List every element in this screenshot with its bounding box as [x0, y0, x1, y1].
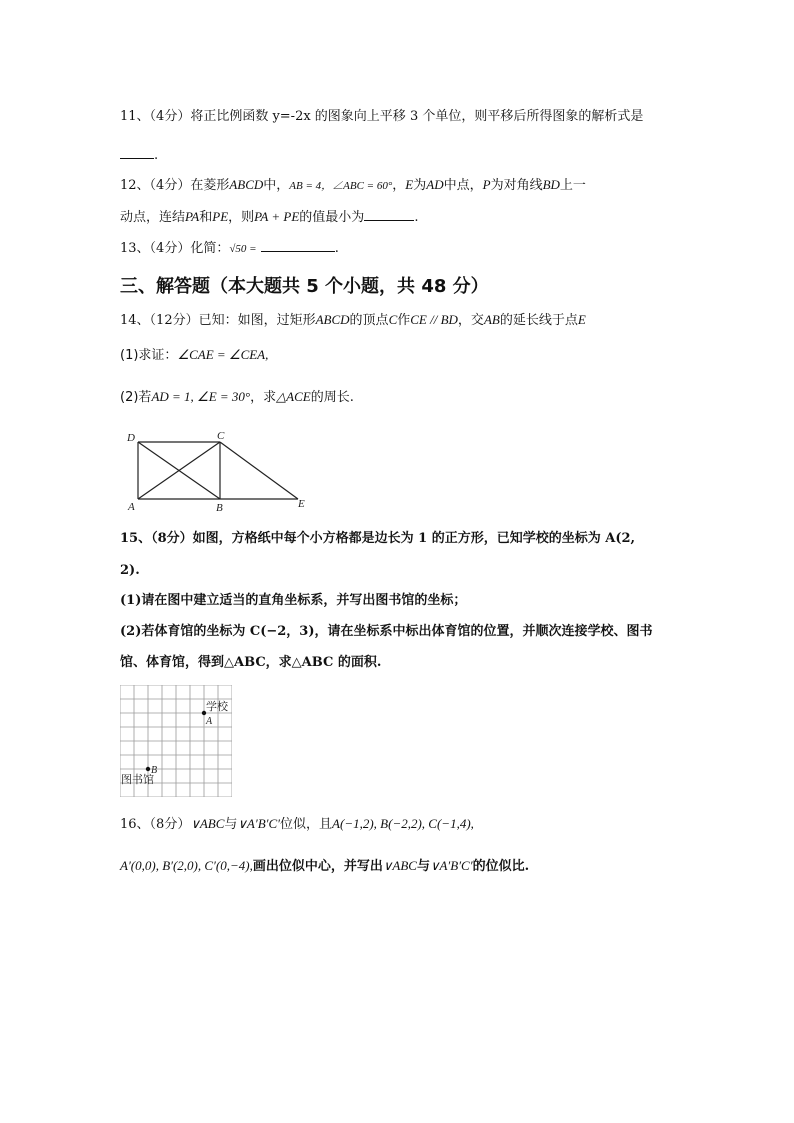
q13-line: [120, 238, 339, 258]
q14-segment-ce: [220, 442, 298, 499]
q16-prefix: 16、（8分）: [120, 817, 191, 832]
q12-mid3: 为: [413, 178, 427, 193]
q15-label-school: 学校: [206, 701, 228, 713]
q11-end: .: [154, 148, 159, 163]
q11-line1: [120, 108, 643, 126]
q14-line1: [120, 311, 586, 330]
q13-answer-blank[interactable]: [261, 238, 335, 252]
q12-line2-c: ，则: [228, 210, 255, 225]
q14-label-e: E: [298, 498, 305, 510]
q12-line1: [120, 176, 586, 195]
q14-cebd: CE // BD: [410, 312, 458, 327]
q14-label-c: C: [217, 430, 225, 442]
q12-line2-d: 的值最小为: [299, 210, 365, 225]
q16-tri2: ∨A′B′C′: [237, 816, 281, 831]
q16-end: 的位似比.: [472, 859, 530, 874]
q11-text: 11、（4分）将正比例函数 y=-2x 的图象向上平移 3 个单位，则平移后所得图象的解析式是: [120, 109, 644, 124]
q14-part1: [120, 346, 268, 365]
q14-part2: [120, 388, 354, 407]
q15-line1: [120, 530, 635, 548]
q15-text2: 2).: [120, 563, 140, 578]
q12-mid1: 中，: [263, 178, 290, 193]
q14-figure: [122, 428, 322, 514]
q12-end: .: [414, 210, 419, 225]
q12-mid4: 中点，: [443, 178, 483, 193]
q12-line2: [120, 207, 418, 227]
q14-prefix: 14、（12分）已知：如图，过矩形: [120, 313, 316, 328]
q15-part2-line2: [120, 654, 381, 672]
q14-mid3: ，交: [457, 313, 484, 328]
q14-mid1: 的顶点: [349, 313, 389, 328]
q15-grid-figure: [120, 685, 232, 797]
q16-mid2: 位似，且: [280, 817, 333, 832]
q14-label-b: B: [216, 502, 223, 514]
q14-ab: AB: [483, 312, 500, 327]
q16-line1: [120, 815, 474, 834]
q16-mid1: 与: [224, 817, 238, 832]
q15-part2-text1: (2)若体育馆的坐标为 C(−2，3)，请在坐标系中标出体育馆的位置，并顺次连接学校、图书: [120, 624, 653, 639]
q14-label-a: A: [128, 501, 135, 513]
q12-pa: PA: [185, 209, 200, 224]
q15-line2: [120, 562, 140, 580]
q14-abcd: ABCD: [315, 312, 350, 327]
q13-expr: √50 =: [229, 243, 257, 255]
q16-tri3: ∨ABC: [382, 858, 417, 873]
q13-end: .: [334, 241, 339, 256]
q12-sum: PA + PE: [254, 209, 300, 224]
q14-part1-expr: ∠CAE = ∠CEA,: [177, 347, 269, 362]
q12-answer-blank[interactable]: [364, 207, 414, 221]
q16-mid3: 与: [416, 859, 430, 874]
q16-line2-text: 画出位似中心，并写出: [252, 859, 383, 874]
q14-part1-num: (1): [120, 348, 139, 363]
q15-part1-text: (1)请在图中建立适当的直角坐标系，并写出图书馆的坐标；: [120, 593, 467, 608]
q14-part1-text: 求证：: [138, 348, 178, 363]
q15-point-library: [146, 767, 150, 771]
q15-label-b: B: [151, 765, 158, 776]
q15-text1: 15、（8分）如图，方格纸中每个小方格都是边长为 1 的正方形，已知学校的坐标为 A(2,: [120, 531, 636, 546]
q16-tri4: ∨A′B′C′: [429, 858, 473, 873]
q15-part1: [120, 592, 466, 610]
q14-part2-text: 若: [138, 390, 152, 405]
q12-mid6: 上一: [559, 178, 586, 193]
q12-pe: PE: [212, 209, 229, 224]
q14-label-d: D: [127, 432, 135, 444]
q14-mid2: 作: [397, 313, 411, 328]
q16-coords1: A(−1,2), B(−2,2), C(−1,4),: [332, 816, 474, 831]
q15-label-library: 图书馆: [121, 774, 154, 786]
q11-line2: [120, 145, 158, 165]
q12-mid5: 为对角线: [490, 178, 543, 193]
q12-given: AB = 4，∠ABC = 60°: [289, 180, 393, 192]
q14-part2-num: (2): [120, 390, 139, 405]
q16-tri1: ∨ABC: [190, 816, 225, 831]
q15-part2-text2: 馆、体育馆，得到△ABC，求△ABC 的面积.: [120, 655, 382, 670]
q12-mid2: ，: [392, 178, 406, 193]
q11-answer-blank[interactable]: [120, 145, 154, 159]
q15-part2-line1: [120, 623, 653, 641]
q12-e: E: [405, 177, 414, 192]
q15-label-a: A: [206, 716, 213, 727]
q14-part2-expr: AD = 1, ∠E = 30°: [151, 389, 251, 404]
q14-c: C: [388, 312, 398, 327]
q14-part2-end: 的周长.: [310, 390, 354, 405]
q14-part2-mid: ，求: [250, 390, 277, 405]
section-3-title: 三、解答题（本大题共 5 个小题，共 48 分）: [120, 276, 489, 297]
q12-ad: AD: [426, 177, 444, 192]
q16-coords2: A′(0,0), B′(2,0), C′(0,−4),: [120, 858, 253, 873]
q12-abcd: ABCD: [229, 177, 264, 192]
q12-bd: BD: [542, 177, 560, 192]
q14-mid4: 的延长线于点: [499, 313, 578, 328]
q13-prefix: 13、（4分）化简：: [120, 241, 230, 256]
q14-e: E: [577, 312, 586, 327]
q12-line2-b: 和: [199, 210, 213, 225]
q16-line2: [120, 857, 529, 876]
q14-part2-tri: △ACE: [276, 389, 311, 404]
q12-prefix: 12、（4分）在菱形: [120, 178, 230, 193]
q12-line2-a: 动点，连结: [120, 210, 186, 225]
q12-p: P: [482, 177, 491, 192]
